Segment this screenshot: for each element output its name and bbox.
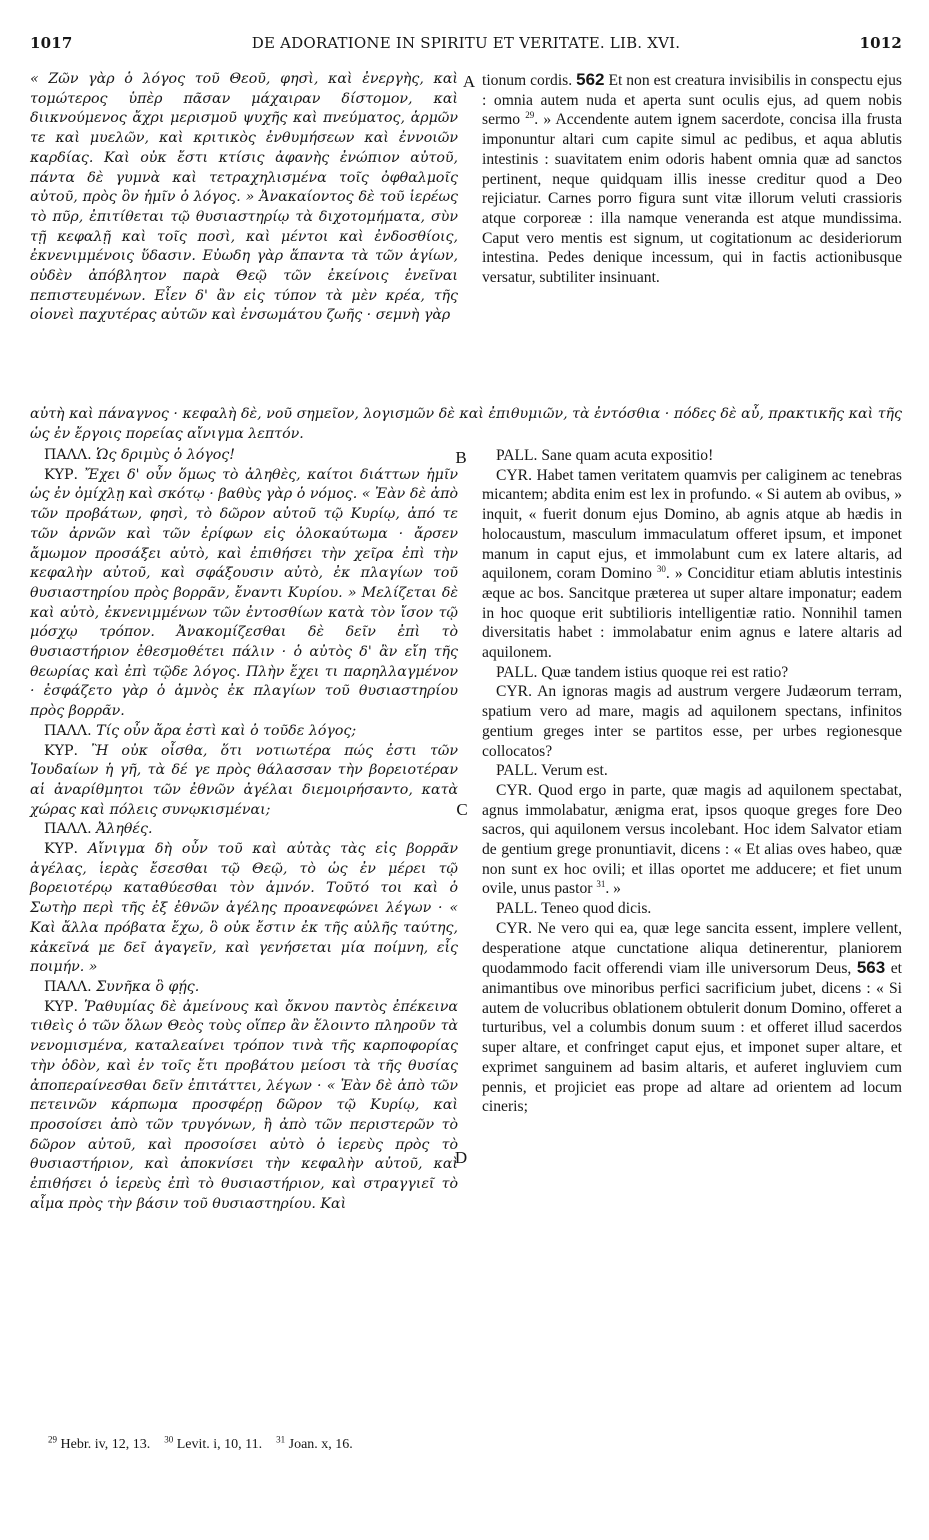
speaker-label: ΚΥΡ.: [44, 998, 79, 1015]
greek-dialogue-paragraph: [30, 742, 458, 821]
speaker-label: ΚΥΡ.: [44, 466, 79, 483]
footnote: [164, 1434, 263, 1452]
speaker-label: ΚΥΡ.: [44, 841, 79, 858]
dialogue-text: Quæ tandem istius quoque rei est ratio?: [541, 663, 789, 681]
latin-text: tionum cordis.: [482, 72, 573, 89]
greek-dialogue-paragraph: [30, 998, 458, 1215]
speaker-label: ΠΑΛΛ.: [44, 447, 92, 463]
greek-dialogue-paragraph: [30, 446, 458, 466]
greek-full-width-line: [30, 405, 902, 444]
margin-letter-c: C: [456, 800, 468, 819]
latin-text: Et non est creatura invisibilis in conspectu ejus : omnia autem nuda et aperta sunt oculis ejus, ad quem nobis sermo: [482, 72, 902, 129]
latin-paragraph: [482, 70, 902, 288]
latin-dialogue-paragraph: [482, 919, 902, 1117]
latin-dialogue-paragraph: [482, 446, 902, 466]
latin-dialogue-paragraph: [482, 663, 902, 683]
dialogue-text: Ἢ οὐκ οἶσθα, ὅτι νοτιωτέρα πώς ἐστι τῶν Ἰουδαίων ἡ γῆ, τὰ δέ γε πρὸς θάλασσαν τὴν βορειοτέραν αἱ ἀναρίθμητοι τῶν ἐθνῶν ἀγέλαι διεμοιρήσαντο, κατὰ χώρας καὶ πόλεις συνῳκισμέναι;: [30, 742, 458, 818]
speaker-label: ΠΑΛΛ.: [44, 722, 92, 739]
dialogue-text: Ὡς δριμὺς ὁ λόγος!: [96, 447, 235, 463]
page-number-left: 1017: [30, 34, 73, 52]
margin-letter-a: A: [462, 72, 476, 91]
latin-column-dialogue: [482, 446, 902, 1117]
dialogue-text: Ne vero qui ea, quæ lege sancita essent, implere vellent, desperatione atque cunctatione aliqua detinerentur, planiorem quodammodo facit offerendi viam ille universorum Deus,: [482, 919, 902, 978]
dialogue-text: Ἔχει δ' οὖν ὅμως τὸ ἀληθὲς, καίτοι διάττων ἡμῖν ὡς ἐν ὀμίχλῃ καὶ σκότῳ · βαθὺς γὰρ ὁ νόμος. « Ἐὰν δὲ ἀπὸ τῶν προβάτων, φησὶ, τὸ δῶρον αὐτοῦ τῷ Κυρίῳ, ἀπό τε τῶν ἀρνῶν καὶ τῶν ἐρίφων εἰς ὁλοκαύτωμα · ἄρσεν ἄμωμον προσάξει αὐτὸ, καὶ ἐπιθήσει τὴν χεῖρα ἐπὶ τὴν κεφαλὴν αὐτοῦ, καὶ σφάξουσιν αὐτὸ, ἐκ πλαγίων τοῦ θυσιαστηρίου πρὸς βορρᾶν, ἔναντι Κυρίου. » Μελίζεται δὲ καὶ αὐτὸ, ἐκνενιμμένων τῶν ἐντοσθίων κατὰ τὸν ἴσον τῷ μόσχῳ τρόπον. Ἀνακομίζεσθαι δὲ δεῖν ἐπὶ τὸ θυσιαστήριον ἐθεσμοθέτει πάλιν · ὁ αὐτὸς δ' ἂν εἴη τῆς θεωρίας καὶ ἐπὶ τῷδε λόγος. Πλὴν ἔχει τι παρηλλαγμένον · ἐσφάζετο γὰρ ὁ ἀμνὸς ἐκ πλαγίων τοῦ θυσιαστηρίου πρὸς βορρᾶν.: [30, 466, 459, 720]
speaker-label: ΚΥΡ.: [44, 742, 79, 759]
speaker-label: PALL.: [496, 663, 538, 681]
latin-dialogue-paragraph: [482, 761, 902, 781]
dialogue-text: Ἀληθές.: [96, 821, 153, 838]
greek-paragraph: « Ζῶν γὰρ ὁ λόγος τοῦ Θεοῦ, φησὶ, καὶ ἐνεργὴς, καὶ τομώτερος ὑπὲρ πᾶσαν μάχαιραν δίστομον, καὶ διικνούμενος ἄχρι μερισμοῦ ψυχῆς καὶ πνεύματος, ἁρμῶν τε καὶ μυελῶν, καὶ κριτικὸς ἐνθυμήσεων καὶ ἐννοιῶν καρδίας. Καὶ οὐκ ἔστι κτίσις ἀφανὴς ἐνώπιον αὐτοῦ, πάντα δὲ γυμνὰ καὶ τετραχηλισμένα τοῖς ὀφθαλμοῖς αὐτοῦ, πρὸς ὃν ἡμῖν ὁ λόγος. » Ἀνακαίοντος δὲ τοῦ ἱερέως τὸ πῦρ, ἐπιτίθεται τῷ θυσιαστηρίῳ τὰ διχοτομήματα, σὺν τῇ κεφαλῇ καὶ τοῖς ποσὶ, καὶ μέντοι καὶ ἐνδοσθίοις, ἐκνενιμμένοις ὕδασιν. Εὐωδη γὰρ ἅπαντα τὰ τῶν ἁγίων, οὐδὲν ἀπόβλητον παρὰ Θεῷ τῶν ἐκείνοις ἐνεῖναι πεπιστευμένων. Εἶεν δ' ἂν εἰς τύπον τὰ μὲν κρέα, τῆς οἱονεὶ παχυτέρας αὐτῶν καὶ ἐνσωμάτου ζωῆς · σεμνὴ γὰρ: [30, 71, 458, 324]
latin-dialogue-paragraph: [482, 682, 902, 761]
dialogue-text: Teneo quod dicis.: [541, 900, 652, 918]
speaker-label: PALL.: [496, 900, 538, 918]
latin-column-top: [482, 70, 902, 288]
column-marker-562: 562: [576, 70, 605, 89]
footnote: [48, 1434, 151, 1452]
dialogue-text: Ῥαθυμίας δὲ ἀμείνους καὶ ὄκνου παντὸς ἐπέκεινα τιθεὶς ὁ τῶν ὅλων Θεὸς τοὺς οἵπερ ἂν ἕλοιντο πληροῦν τὰ νενομισμένα, καταλεαίνει τρόπον τινὰ τῆς καρποφορίας τὴν ὁδὸν, καὶ ἐν τοῖς ἔτι προβάτου μείοσι τὰ τῆς θυσίας ἀποπεραίνεσθαι δεῖν ἐπιτάττει, λέγων · « Ἐὰν δὲ ἀπὸ τῶν πετεινῶν κάρπωμα προσφέρῃ δῶρον τῷ Κυρίῳ, καὶ προσοίσει ἀπὸ τῶν τρυγόνων, ἢ ἀπὸ τῶν περιστερῶν τὸ δῶρον αὐτοῦ, καὶ προσοίσει αὐτὸ ὁ ἱερεὺς πρὸς τὸ θυσιαστήριον, καὶ ἀποκνίσει τὴν κεφαλὴν αὐτοῦ, καὶ ἐπιθήσει ὁ ἱερεὺς ἐπὶ τὸ θυσιαστήριον, καὶ στραγγιεῖ τὸ αἷμα πρὸς τὴν βάσιν τοῦ θυσιαστηρίου. Καὶ: [30, 998, 458, 1212]
speaker-label: ΠΑΛΛ.: [44, 821, 92, 838]
dialogue-text: et animantibus ove minoribus perfici sacrificium jubet, dicens : « Si autem de volucribus oblationem obtulerit donum Domino, offeret a turturibus, vel a columbis donum suum : et offeret illud sacerdos super altare, et confringet caput ejus, et imponet super altare, et exprimet sanguinem ad basim altaris, et auferet ingluviem cum pennis, et projiciet eas prope ad altare ad orientem ad locum cineris;: [482, 960, 903, 1116]
footnote-number: 30: [164, 1434, 174, 1444]
dialogue-text: Συνῆκα ὃ φῄς.: [96, 978, 200, 995]
speaker-label: CYR.: [496, 781, 532, 799]
greek-dialogue-paragraph: [30, 978, 458, 998]
greek-dialogue-paragraph: [30, 722, 458, 742]
greek-dialogue-paragraph: [30, 840, 458, 978]
footnote-text: Joan. x, 16.: [288, 1436, 353, 1452]
latin-text: . » Accendente autem ignem sacerdote, concisa illa frusta imponuntur altari cum capite simul ac pedibus, et aqua ablutis intestinis : suavitatem enim odoris habent omnia quæ ad sanctos pertinent, neque quidquam illis inesse creditur quod a Deo rejiciatur. Carnes porro figura sunt vitæ illorum veluti crassioris atque corporeæ : illa namque veneranda est atque mundissima. Caput vero mentis est signum, ut cogitationum ac desideriorum intestina. Pedes denique incessum, qui in factis actionibusque versatur, subtiliter insinuant.: [482, 111, 902, 287]
column-marker-563: 563: [856, 958, 886, 978]
speaker-label: ΠΑΛΛ.: [44, 978, 92, 995]
footnote-ref: 31: [596, 879, 606, 890]
speaker-label: PALL.: [496, 762, 538, 780]
footnotes: [48, 1434, 848, 1453]
margin-letter-d: D: [454, 1148, 468, 1167]
greek-dialogue-paragraph: [30, 466, 458, 722]
greek-column-top: [30, 70, 458, 326]
greek-dialogue-paragraph: [30, 820, 458, 840]
footnote-ref: 29: [525, 110, 535, 121]
dialogue-text: Τίς οὖν ἄρα ἐστὶ καὶ ὁ τοῦδε λόγος;: [96, 722, 357, 739]
footnote: [276, 1434, 353, 1452]
dialogue-text: Αἴνιγμα δὴ οὖν τοῦ καὶ αὐτὰς τὰς εἰς βορρᾶν ἀγέλας, ἱερὰς ἔσεσθαι τῷ Θεῷ, τὸ ὡς ἐν μέρει τῷ βορειοτέρῳ καταθύεσθαι τὸν ἀμνόν. Τοῦτό τοι καὶ ὁ Σωτὴρ περὶ τῆς ἐξ ἐθνῶν ἀγέλης προανεφώνει λέγων · « Καὶ ἄλλα πρόβατα ἔχω, ὃ οὐκ ἔστιν ἐκ τῆς αὐλῆς ταύτης, κἀκεῖνά με δεῖ ἀγαγεῖν, καὶ γενήσεται μία ποίμνη, εἷς ποιμήν. »: [30, 841, 458, 976]
speaker-label: CYR.: [496, 683, 532, 701]
dialogue-text: Verum est.: [541, 762, 608, 780]
speaker-label: PALL.: [496, 447, 538, 464]
speaker-label: CYR.: [496, 919, 532, 937]
latin-dialogue-paragraph: [482, 899, 902, 919]
dialogue-text: Habet tamen veritatem quamvis per caliginem ac tenebras micantem; abdita enim est lex in profundo. « Si autem ab ovibus, » inquit, « fuerit donum ejus Domino, ab agnis atque ab hædis in holocaustum, masculum immaculatum offeret ipsum, et imponet manum in caput ejus, et immolabunt cum ex latere altaris, ad aquilonem, coram Domino: [482, 466, 902, 583]
page-number-right: 1012: [859, 34, 902, 52]
footnote-ref: 30: [656, 564, 666, 575]
margin-letter-b: B: [455, 448, 467, 467]
latin-dialogue-paragraph: [482, 781, 902, 899]
greek-paragraph: αὐτὴ καὶ πάναγνος · κεφαλὴ δὲ, νοῦ σημεῖον, λογισμῶν δὲ καὶ ἐπιθυμιῶν, τὰ ἐντόσθια · πόδες δὲ αὖ, πρακτικῆς καὶ τῆς ὡς ἐν ἔργοις πορείας αἴνιγμα λεπτόν.: [30, 406, 902, 442]
dialogue-text: . »: [605, 880, 621, 898]
running-title: DE ADORATIONE IN SPIRITU ET VERITATE. LIB. XVI.: [251, 34, 681, 52]
footnote-number: 29: [48, 1434, 57, 1444]
footnote-number: 31: [276, 1434, 286, 1444]
speaker-label: CYR.: [496, 466, 532, 484]
dialogue-text: Sane quam acuta expositio!: [541, 447, 714, 464]
footnote-text: Hebr. iv, 12, 13.: [60, 1436, 151, 1452]
dialogue-text: . » Conciditur etiam ablutis intestinis æque ac bos. Sancitque præterea ut super altare imponatur; eadem in hoc quoque erit subtilioris intelligentiæ ratio. Nonnihil tamen diversitatis habet : immolabatur enim agnus e latere altaris ad aquilonem.: [482, 565, 902, 662]
page-header: [30, 30, 902, 60]
footnote-text: Levit. i, 10, 11.: [176, 1436, 263, 1452]
latin-dialogue-paragraph: [482, 466, 902, 663]
greek-column-dialogue: [30, 446, 458, 1214]
dialogue-text: Quod ergo in parte, quæ magis ad aquilonem spectabat, agnus immolabatur, ænigma erat, ipsos quoque greges fore Deo sacros, qui aquilonem versus incolebant. Hoc idem Salvator etiam de gentium grege pronuntiavit, dicens : « Et alias oves habeo, quæ non sunt ex hoc ovili; et illas oportet me adducere; et fiet unum ovile, unus pastor: [482, 781, 902, 898]
dialogue-text: An ignoras magis ad austrum vergere Judæorum terram, spatium vero ad mare, magis ad aquilonem spectans, infinitos gentium greges inter se partitos esse, per urbes regionesque collocatos?: [482, 683, 902, 760]
